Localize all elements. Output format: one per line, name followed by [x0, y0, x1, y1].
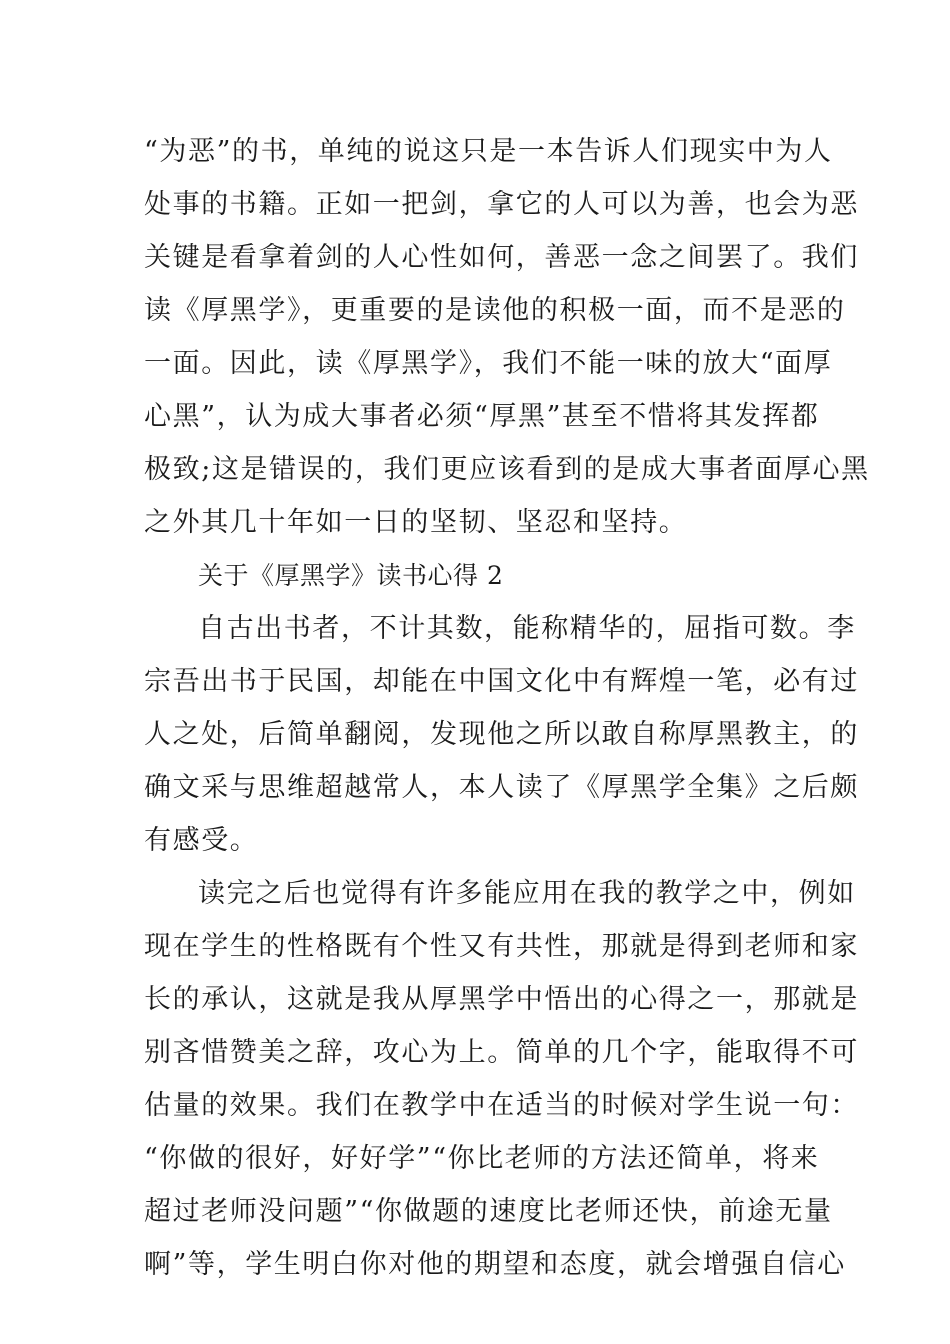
text-line: 宗吾出书于民国，却能在中国文化中有辉煌一笔，必有过 [144, 666, 859, 697]
text-line: 现在学生的性格既有个性又有共性，那就是得到老师和家 [144, 931, 859, 962]
text-line: 读《厚黑学》，更重要的是读他的积极一面，而不是恶的 [144, 295, 846, 326]
text-line: 长的承认，这就是我从厚黑学中悟出的心得之一，那就是 [144, 984, 859, 1015]
text-line: 关键是看拿着剑的人心性如何，善恶一念之间罢了。我们 [144, 242, 859, 273]
text-line: 人之处，后简单翻阅，发现他之所以敢自称厚黑教主，的 [144, 719, 859, 750]
text-line: 极致;这是错误的，我们更应该看到的是成大事者面厚心黑 [144, 454, 870, 485]
text-line: 心黑”，认为成大事者必须“厚黑”甚至不惜将其发挥都 [144, 401, 820, 432]
text-line: 确文采与思维超越常人，本人读了《厚黑学全集》之后颇 [144, 772, 859, 803]
text-line: “为恶”的书，单纯的说这只是一本告诉人们现实中为人 [144, 136, 833, 167]
text-line: 有感受。 [144, 825, 259, 856]
paragraph-first-line: 自古出书者，不计其数，能称精华的，屈指可数。李 [198, 613, 856, 644]
text-line: 啊”等，学生明白你对他的期望和态度，就会增强自信心 [144, 1249, 846, 1280]
text-line: “你做的很好，好好学”“你比老师的方法还简单，将来 [144, 1143, 820, 1174]
text-line: 一面。因此，读《厚黑学》，我们不能一味的放大“面厚 [144, 348, 833, 379]
text-line: 别吝惜赞美之辞，攻心为上。简单的几个字，能取得不可 [144, 1037, 859, 1068]
body-text [144, 125, 870, 1291]
text-line: 处事的书籍。正如一把剑，拿它的人可以为善，也会为恶 [144, 189, 859, 220]
paragraph-first-line: 读完之后也觉得有许多能应用在我的教学之中，例如 [198, 878, 856, 909]
text-line: 估量的效果。我们在教学中在适当的时候对学生说一句： [144, 1090, 859, 1121]
section-heading: 关于《厚黑学》读书心得 2 [198, 561, 504, 590]
text-line: 之外其几十年如一日的坚韧、坚忍和坚持。 [144, 507, 688, 538]
text-line: 超过老师没问题”“你做题的速度比老师还快，前途无量 [144, 1196, 833, 1227]
